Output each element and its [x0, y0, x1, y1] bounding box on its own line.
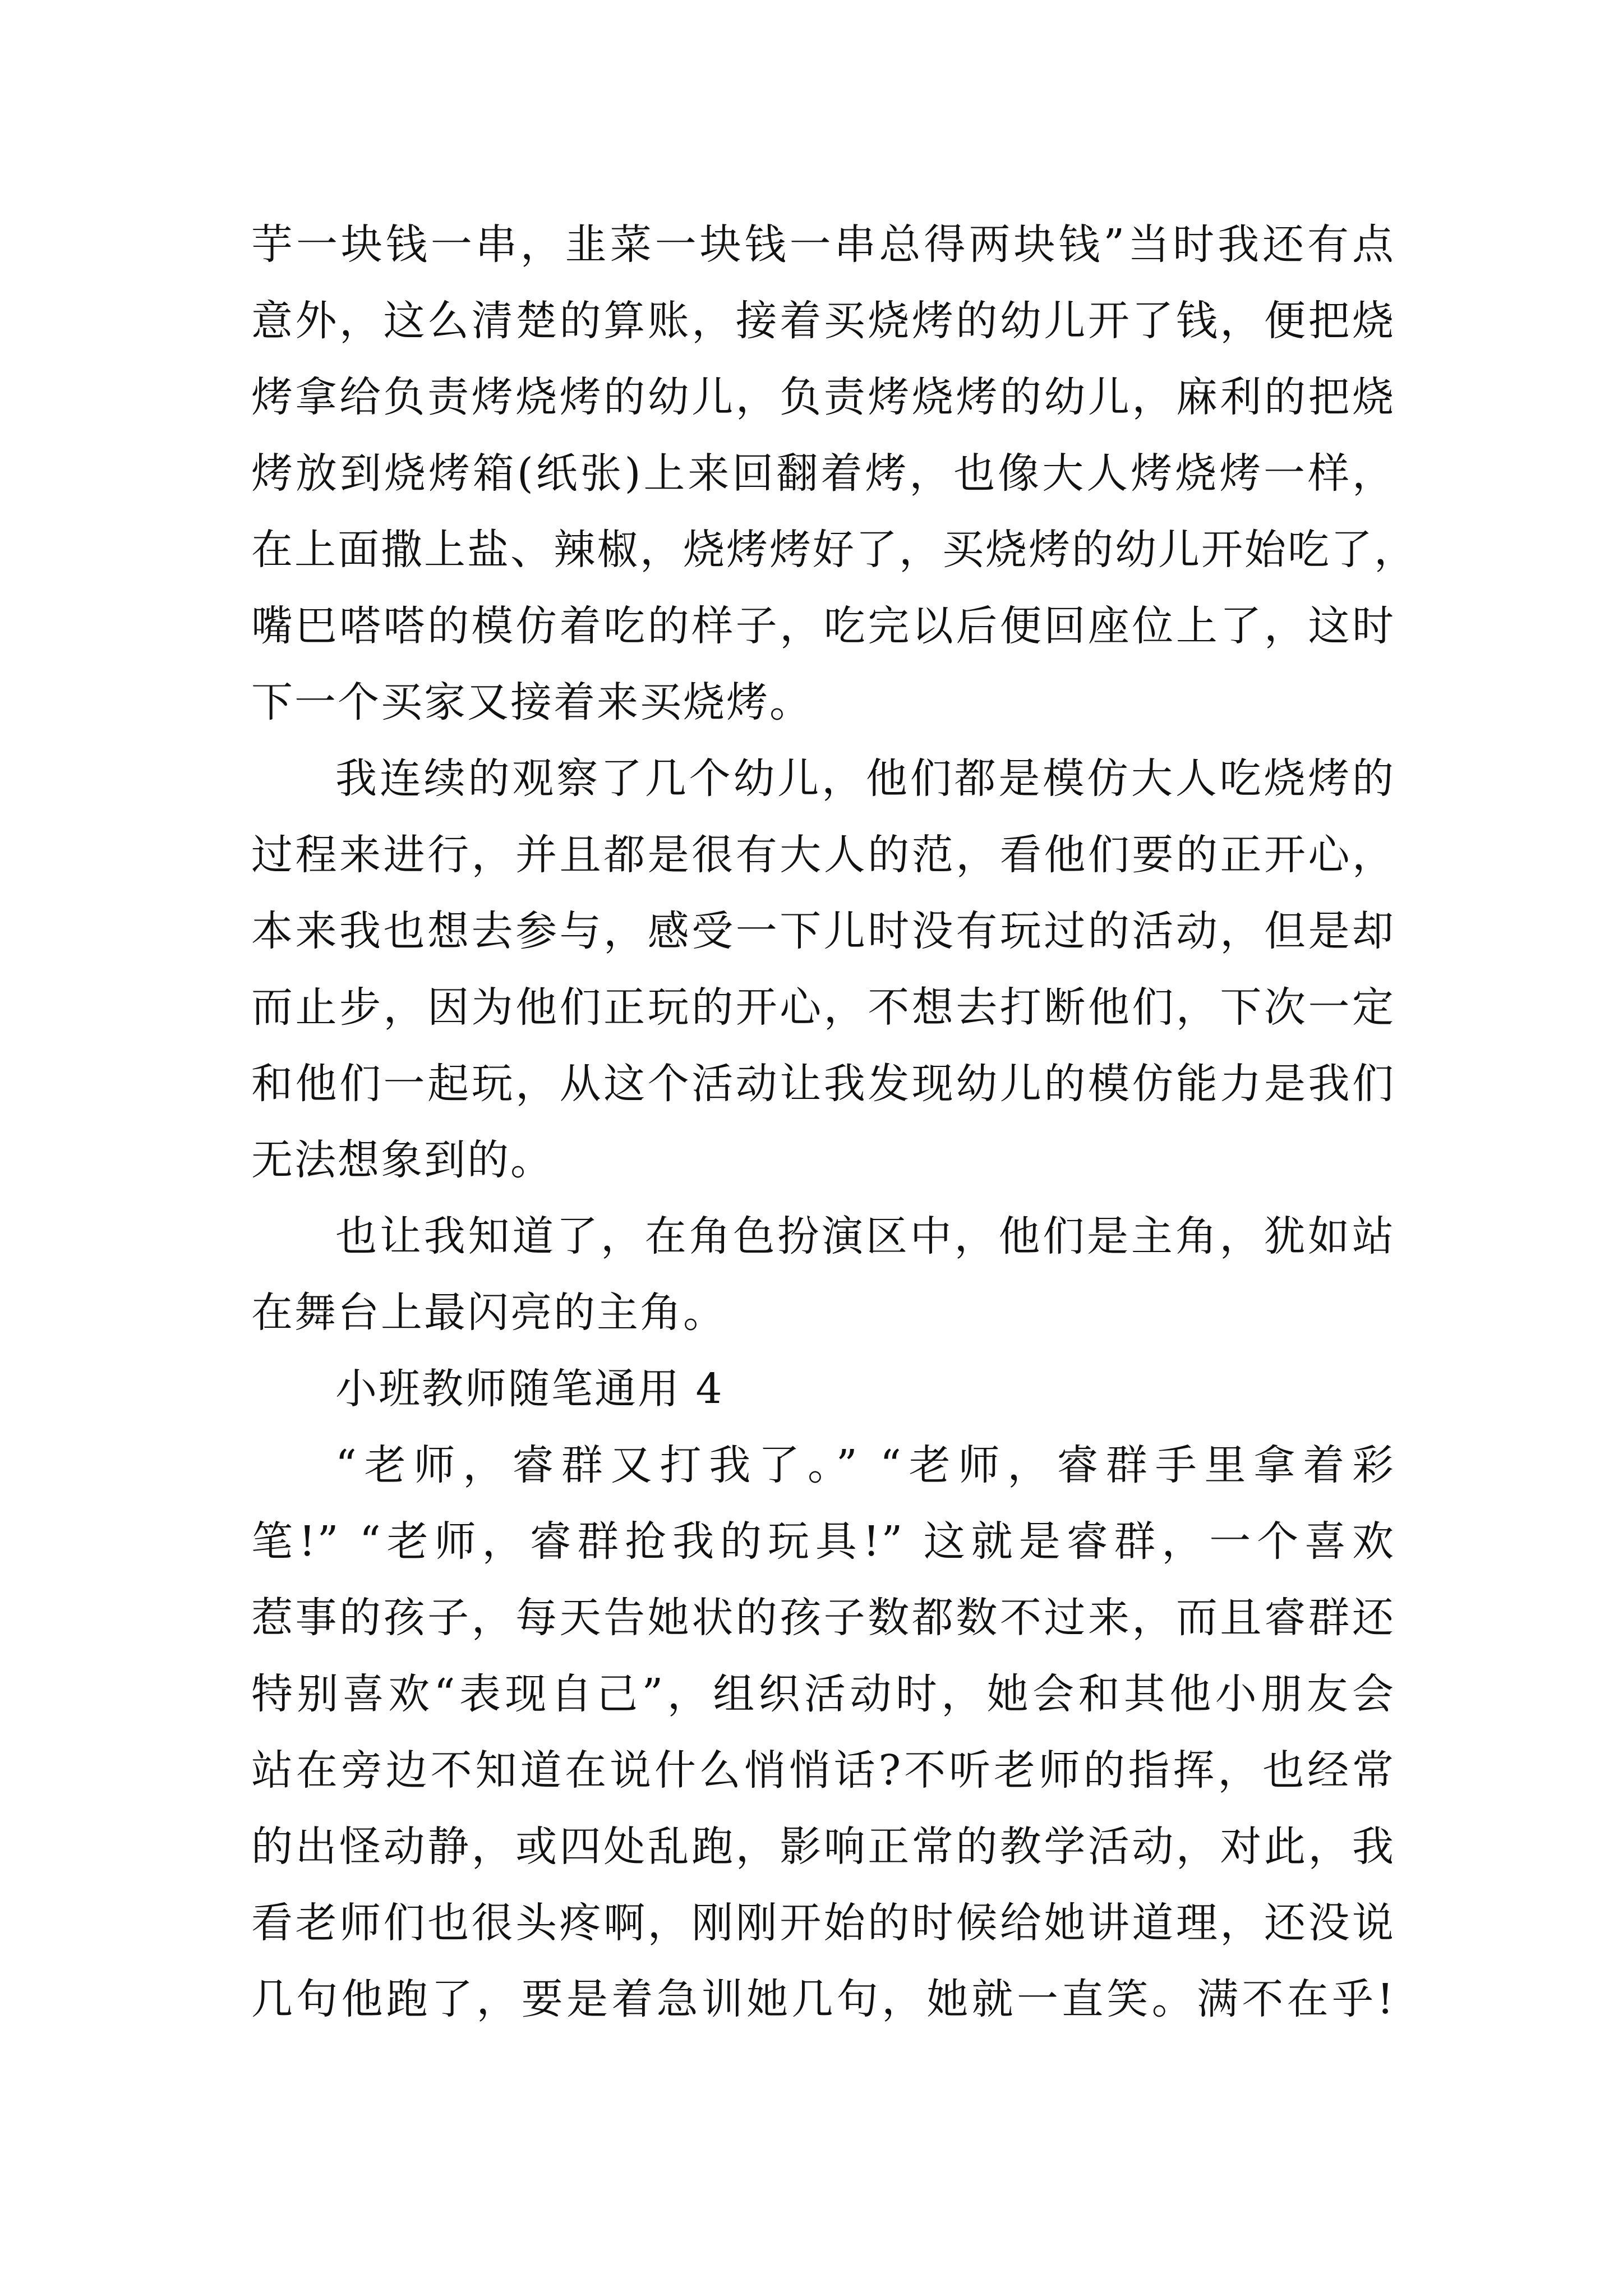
text-line: 的出怪动静，或四处乱跑，影响正常的教学活动，对此，我 [251, 1823, 1395, 1871]
text-line: 烤拿给负责烤烧烤的幼儿，负责烤烧烤的幼儿，麻利的把烧 [251, 373, 1395, 421]
text-line: 和他们一起玩，从这个活动让我发现幼儿的模仿能力是我们 [251, 1060, 1395, 1108]
text-line: 本来我也想去参与，感受一下儿时没有玩过的活动，但是却 [251, 907, 1395, 955]
text-line: 在舞台上最闪亮的主角。 [251, 1289, 726, 1337]
text-line: 下一个买家又接着来买烧烤。 [251, 678, 813, 726]
text-line: 而止步，因为他们正玩的开心，不想去打断他们，下次一定 [251, 983, 1395, 1032]
text-line: 在上面撒上盐、辣椒，烧烤烤好了，买烧烤的幼儿开始吃了， [251, 526, 1417, 574]
text-line: 几句他跑了，要是着急训她几句，她就一直笑。满不在乎! [251, 1975, 1395, 2023]
text-line: 烤放到烧烤箱(纸张)上来回翻着烤，也像大人烤烧烤一样， [251, 449, 1395, 498]
text-line: 无法想象到的。 [251, 1136, 554, 1184]
body-text [251, 206, 1417, 2037]
section-heading: 小班教师随笔通用 4 [335, 1365, 724, 1413]
text-line: 惹事的孩子，每天告她状的孩子数都数不过来，而且睿群还 [251, 1594, 1395, 1642]
text-line: 站在旁边不知道在说什么悄悄话?不听老师的指挥，也经常 [251, 1746, 1395, 1795]
text-line: “老师，睿群又打我了。” “老师，睿群手里拿着彩 [335, 1441, 1395, 1489]
text-line: 我连续的观察了几个幼儿，他们都是模仿大人吃烧烤的 [335, 754, 1395, 803]
text-line: 也让我知道了，在角色扮演区中，他们是主角，犹如站 [335, 1212, 1395, 1260]
text-line: 过程来进行，并且都是很有大人的范，看他们要的正开心， [251, 831, 1395, 879]
text-line: 意外，这么清楚的算账，接着买烧烤的幼儿开了钱，便把烧 [251, 297, 1395, 345]
text-line: 看老师们也很头疼啊，刚刚开始的时候给她讲道理，还没说 [251, 1899, 1395, 1947]
text-line: 芋一块钱一串，韭菜一块钱一串总得两块钱”当时我还有点 [251, 220, 1395, 269]
text-line: 嘴巴嗒嗒的模仿着吃的样子，吃完以后便回座位上了，这时 [251, 602, 1395, 650]
text-line: 笔!” “老师，睿群抢我的玩具!” 这就是睿群，一个喜欢 [251, 1517, 1395, 1566]
text-line: 特别喜欢“表现自己”，组织活动时，她会和其他小朋友会 [251, 1670, 1395, 1718]
